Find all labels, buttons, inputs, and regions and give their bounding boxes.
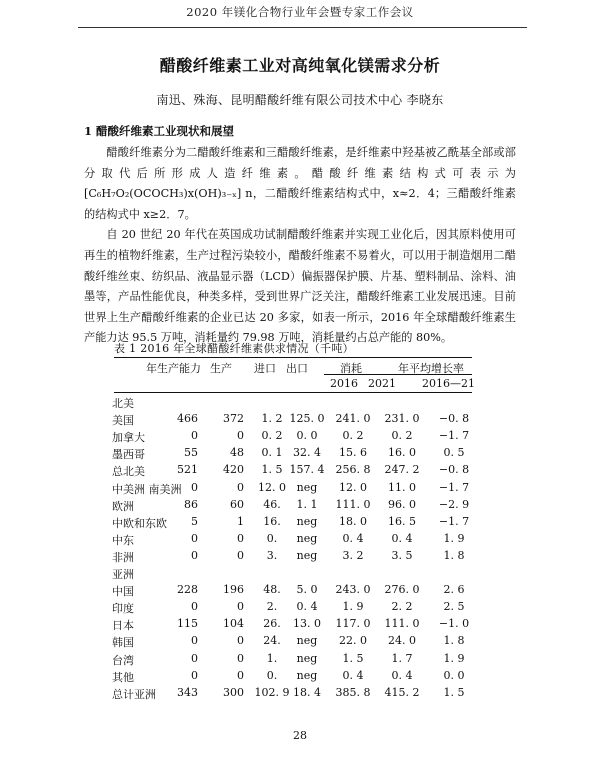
cell-c2016: 243. 0: [335, 583, 371, 597]
cell-region: 总北美: [112, 465, 145, 479]
cell-c2021: 0. 4: [391, 531, 413, 545]
cell-c2021: 2. 2: [391, 600, 413, 614]
table-caption: 表 1 2016 年全球醋酸纤维素供求情况（千吨）: [114, 342, 354, 355]
cell-cap: 466: [177, 412, 198, 426]
cell-region: 韩国: [112, 636, 134, 650]
table-row: [84, 686, 484, 700]
cell-growth: 1. 8: [443, 548, 465, 562]
cell-region: 中美洲 南美洲: [112, 482, 182, 496]
cell-c2021: 96. 0: [388, 497, 416, 511]
cell-c2021: 231. 0: [384, 412, 420, 426]
cell-c2021: 11. 0: [388, 480, 416, 494]
cell-region: 亚洲: [112, 568, 134, 581]
cell-c2021: 247. 2: [384, 463, 420, 477]
cell-c2021: 111. 0: [384, 617, 420, 631]
cell-c2016: 22. 0: [339, 634, 367, 648]
header-divider: [78, 27, 527, 28]
cell-prod: 48: [230, 446, 244, 460]
table-row: [84, 412, 484, 426]
cell-imp: 0.: [266, 531, 278, 545]
cell-cap: 115: [177, 617, 198, 631]
cell-growth: −1. 7: [438, 514, 470, 528]
cell-prod: 0: [237, 548, 244, 562]
table-row: [84, 566, 484, 580]
table-row: [84, 446, 484, 460]
cell-prod: 0: [237, 480, 244, 494]
cell-c2016: 3. 2: [342, 548, 364, 562]
cell-imp: 1.: [266, 651, 278, 665]
cell-prod: 1: [237, 514, 244, 528]
page-number: 28: [293, 729, 307, 742]
cell-prod: 0: [237, 429, 244, 443]
cell-c2016: 117. 0: [335, 617, 371, 631]
header-capacity: 年生产能力: [146, 362, 201, 375]
cell-cap: 0: [191, 480, 198, 494]
cell-cap: 521: [177, 463, 198, 477]
cell-cap: 0: [191, 548, 198, 562]
cell-c2016: 0. 2: [342, 429, 364, 443]
cell-c2021: 1. 7: [391, 651, 413, 665]
cell-c2021: 0. 4: [391, 668, 413, 682]
cell-imp: 48.: [263, 583, 281, 597]
cell-imp: 102. 9: [254, 685, 290, 699]
document-title: 醋酸纤维素工业对高纯氧化镁需求分析: [159, 56, 441, 75]
cell-growth: 2. 6: [443, 583, 465, 597]
table-row: [84, 515, 484, 529]
header-growth: 年平均增长率: [398, 362, 464, 375]
cell-c2016: 15. 6: [339, 446, 367, 460]
cell-prod: 372: [223, 412, 244, 426]
cell-c2021: 16. 5: [388, 514, 416, 528]
cell-exp: 13. 0: [293, 617, 321, 631]
cell-c2016: 385. 8: [335, 685, 371, 699]
cell-region: 台湾: [112, 653, 134, 667]
table-row: [84, 395, 484, 409]
header-bottom-rule: [114, 392, 472, 393]
authors-line: 南迅、殊海、昆明醋酸纤维有限公司技术中心 李晓东: [156, 93, 444, 107]
section-heading: 1 醋酸纤维素工业现状和展望: [84, 124, 235, 138]
table-row: [84, 532, 484, 546]
cell-exp: neg: [296, 651, 318, 665]
cell-exp: 125. 0: [289, 412, 325, 426]
table-row: [84, 652, 484, 666]
cell-exp: neg: [296, 668, 318, 682]
cell-region: 其他: [112, 670, 134, 684]
header-production: 生产: [210, 362, 232, 375]
cell-growth: 1. 5: [443, 685, 465, 699]
cell-imp: 0. 1: [261, 446, 283, 460]
cell-cap: 5: [191, 514, 198, 528]
cell-region: 中国: [112, 585, 134, 599]
cell-region: 日本: [112, 619, 134, 633]
cell-imp: 2.: [266, 600, 278, 614]
body-text: [84, 143, 516, 349]
cell-region: 印度: [112, 602, 134, 616]
cell-prod: 420: [223, 463, 244, 477]
cell-growth: −2. 9: [438, 497, 470, 511]
cell-imp: 24.: [263, 634, 281, 648]
cell-cap: 228: [177, 583, 198, 597]
table-row: [84, 600, 484, 614]
cell-cap: 0: [191, 668, 198, 682]
cell-exp: neg: [296, 480, 318, 494]
cell-growth: 0. 0: [443, 668, 465, 682]
cell-imp: 1. 5: [261, 463, 283, 477]
header-period: 2016—21: [422, 377, 475, 390]
cell-cap: 0: [191, 429, 198, 443]
table-row: [84, 617, 484, 631]
cell-prod: 300: [223, 685, 244, 699]
cell-growth: −1. 7: [438, 429, 470, 443]
table-row: [84, 669, 484, 683]
header-import: 进口: [254, 362, 276, 375]
cell-c2016: 241. 0: [335, 412, 371, 426]
cell-growth: 0. 5: [443, 446, 465, 460]
cell-imp: 16.: [263, 514, 281, 528]
cell-exp: 32. 4: [293, 446, 321, 460]
cell-growth: −0. 8: [438, 412, 470, 426]
cell-exp: 0. 4: [296, 600, 318, 614]
cell-imp: 12. 0: [258, 480, 286, 494]
header-year-2016: 2016: [330, 377, 358, 390]
cell-c2016: 18. 0: [339, 514, 367, 528]
table-row: [84, 583, 484, 597]
cell-region: 中东: [112, 533, 134, 547]
cell-prod: 0: [237, 634, 244, 648]
table-row: [84, 498, 484, 512]
cell-c2016: 1. 5: [342, 651, 364, 665]
cell-growth: 1. 9: [443, 531, 465, 545]
cell-exp: 18. 4: [293, 685, 321, 699]
cell-exp: 1. 1: [296, 497, 318, 511]
table-row: [84, 634, 484, 648]
header-mid-rule: [324, 374, 472, 375]
cell-imp: 0.: [266, 668, 278, 682]
cell-imp: 1. 2: [261, 412, 283, 426]
cell-c2021: 276. 0: [384, 583, 420, 597]
cell-region: 加拿大: [112, 431, 145, 445]
cell-region: 中欧和东欧: [112, 516, 167, 530]
cell-imp: 26.: [263, 617, 281, 631]
cell-region: 总计亚洲: [112, 687, 156, 701]
cell-cap: 0: [191, 634, 198, 648]
cell-exp: 0. 0: [296, 429, 318, 443]
cell-prod: 0: [237, 651, 244, 665]
cell-imp: 0. 2: [261, 429, 283, 443]
running-header: 2020 年镁化合物行业年会暨专家工作会议: [186, 5, 414, 19]
cell-cap: 0: [191, 600, 198, 614]
cell-region: 非洲: [112, 550, 134, 564]
cell-c2021: 415. 2: [384, 685, 420, 699]
cell-c2016: 0. 4: [342, 668, 364, 682]
table-row: [84, 549, 484, 563]
cell-cap: 343: [177, 685, 198, 699]
cell-prod: 0: [237, 668, 244, 682]
cell-cap: 0: [191, 531, 198, 545]
cell-cap: 86: [184, 497, 198, 511]
cell-growth: −1. 0: [438, 617, 470, 631]
cell-c2021: 24. 0: [388, 634, 416, 648]
header-year-2021: 2021: [368, 377, 396, 390]
cell-exp: neg: [296, 548, 318, 562]
header-consumption: 消耗: [340, 362, 362, 375]
table-top-rule: [114, 357, 472, 358]
header-export: 出口: [286, 362, 308, 375]
cell-c2016: 256. 8: [335, 463, 371, 477]
cell-prod: 196: [223, 583, 244, 597]
cell-c2021: 3. 5: [391, 548, 413, 562]
cell-exp: neg: [296, 531, 318, 545]
cell-c2016: 12. 0: [339, 480, 367, 494]
cell-prod: 60: [230, 497, 244, 511]
cell-growth: 1. 8: [443, 634, 465, 648]
cell-c2016: 111. 0: [335, 497, 371, 511]
cell-region: 美国: [112, 414, 134, 428]
cell-exp: 157. 4: [289, 463, 325, 477]
cell-growth: −0. 8: [438, 463, 470, 477]
table-row: [84, 481, 484, 495]
cell-cap: 55: [184, 446, 198, 460]
paragraph: 自 20 世纪 20 年代在英国成功试制醋酸纤维素并实现工业化后，因其原料使用可再生的植物纤维素，生产过程污染较小，醋酸纤维素不易着火，可以用于制造烟用二醋酸纤维丝束、纺织品、液晶显示器（LCD）偏振器保护膜、片基、塑料制品、涂料、油墨等，产品性能优良，种类多样，受到世界广泛关注，醋酸纤维素工业发展迅速。目前世界上生产醋酸纤维素的企业已达 20 多家，如表一所示，2016 年全球醋酸纤维素生产能力达 95.5 万吨，消耗量约 79.98 万吨，消耗量约占总产能的 80%。: [84, 228, 516, 345]
cell-c2016: 0. 4: [342, 531, 364, 545]
cell-region: 墨西哥: [112, 448, 145, 462]
table-row: [84, 429, 484, 443]
cell-c2021: 16. 0: [388, 446, 416, 460]
cell-prod: 0: [237, 531, 244, 545]
table-row: [84, 463, 484, 477]
cell-growth: −1. 7: [438, 480, 470, 494]
cell-exp: neg: [296, 634, 318, 648]
cell-growth: 2. 5: [443, 600, 465, 614]
cell-exp: 5. 0: [296, 583, 318, 597]
cell-imp: 3.: [266, 548, 278, 562]
cell-region: 北美: [112, 397, 134, 410]
paragraph: 醋酸纤维素分为二醋酸纤维素和三醋酸纤维素，是纤维素中羟基被乙酰基全部或部分取代后所形成人造纤维素。醋酸纤维素结构式可表示为 [C₆H₇O₂(OCOCH₃)x(OH)₃₋ₓ] n，二醋酸纤维素结构式中，x≈2．4；三醋酸纤维素的结构式中 x≥2．7。: [84, 146, 516, 221]
cell-growth: 1. 9: [443, 651, 465, 665]
cell-region: 欧洲: [112, 499, 134, 513]
cell-imp: 46.: [263, 497, 281, 511]
cell-exp: neg: [296, 514, 318, 528]
cell-c2021: 0. 2: [391, 429, 413, 443]
cell-cap: 0: [191, 651, 198, 665]
cell-c2016: 1. 9: [342, 600, 364, 614]
cell-prod: 0: [237, 600, 244, 614]
cell-prod: 104: [223, 617, 244, 631]
